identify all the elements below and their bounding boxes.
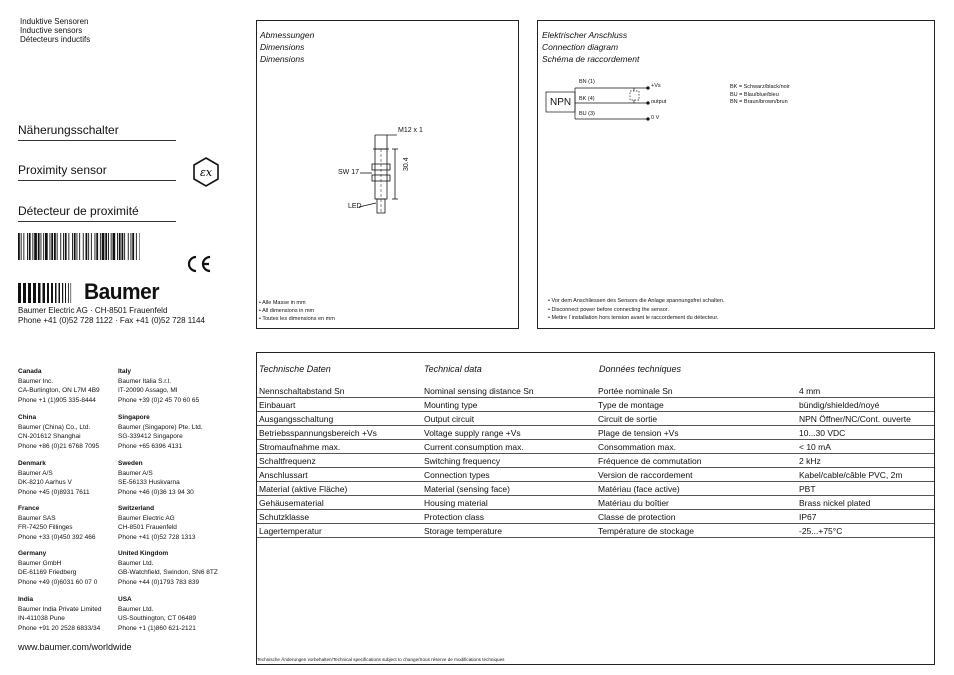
tech-cell-val: Kabel/cable/câble PVC, 2m [799, 470, 903, 480]
technical-data-panel [256, 352, 935, 665]
connection-note: • Vor dem Anschliessen des Sensors die Anlage spannungsfrei schalten. [548, 298, 725, 304]
office-line: CN-201612 Shanghai [18, 433, 81, 440]
office-line: DK-8210 Aarhus V [18, 479, 72, 486]
tech-cell-de: Gehäusematerial [259, 498, 324, 508]
office-line: Phone +44 (0)1793 783 839 [118, 578, 200, 586]
divider [18, 221, 176, 222]
tech-row-divider [257, 397, 934, 398]
tech-cell-en: Protection class [424, 512, 484, 522]
tech-cell-en: Housing material [424, 498, 488, 508]
connection-title-en: Connection diagram [542, 42, 619, 52]
tech-cell-val: IP67 [799, 512, 817, 522]
divider [18, 180, 176, 181]
legend-item: BK = Schwarz/black/noir [730, 84, 790, 90]
dimensions-title-en: Dimensions [260, 42, 305, 52]
tech-cell-de: Material (aktive Fläche) [259, 484, 348, 494]
tech-cell-fr: Circuit de sortie [598, 414, 658, 424]
divider [18, 140, 176, 141]
office-line: FR-74250 Fillinges [18, 524, 73, 531]
npn-label: NPN [550, 97, 572, 108]
connection-note: • Disconnect power before connecting the sensor. [548, 306, 669, 313]
tech-cell-de: Ausgangsschaltung [259, 414, 334, 424]
tech-cell-val: Brass nickel plated [799, 498, 871, 508]
office-singapore [118, 413, 203, 451]
ex-hexagon-icon [193, 157, 219, 187]
legend-item: BU = Blau/blue/bleu [730, 91, 779, 98]
office-line: Phone +45 (0)8931 7611 [18, 488, 90, 496]
office-country: Sweden [118, 460, 143, 467]
connection-panel [537, 20, 935, 329]
office-country: France [18, 505, 40, 512]
tech-cell-fr: Fréquence de commutation [598, 456, 702, 466]
office-country: China [18, 414, 37, 421]
office-line: IN-411038 Pune [18, 615, 65, 622]
tech-cell-fr: Classe de protection [598, 512, 676, 522]
office-country: Germany [18, 550, 47, 557]
product-title-fr: Détecteur de proximité [18, 204, 139, 218]
office-country: India [18, 596, 34, 603]
barcode-image [18, 233, 140, 260]
term-vs-label: +Vs [651, 83, 661, 89]
office-line: SG-339412 Singapore [118, 433, 183, 440]
led-label: LED [348, 203, 362, 210]
product-title-en: Proximity sensor [18, 163, 107, 177]
wire2-label: BK (4) [579, 96, 595, 102]
tech-cell-de: Schutzklasse [259, 512, 310, 522]
office-line: Baumer Electric AG [118, 514, 175, 522]
tech-cell-en: Voltage supply range +Vs [424, 428, 521, 438]
website-link[interactable]: www.baumer.com/worldwide [18, 642, 132, 652]
office-line: Baumer (China) Co., Ltd. [18, 423, 91, 431]
baumer-logo [18, 279, 163, 304]
tech-cell-en: Connection types [424, 470, 490, 480]
tech-head-de: Technische Daten [259, 364, 331, 374]
office-country: Denmark [18, 460, 46, 467]
tech-cell-val: < 10 mA [799, 442, 831, 452]
term-output-label: output [651, 99, 667, 105]
dimensions-title-fr: Dimensions [260, 54, 305, 64]
office-line: Phone +65 6396 4131 [118, 442, 183, 450]
office-country: Switzerland [118, 505, 155, 512]
office-china [18, 413, 99, 451]
dimensions-notes [259, 299, 335, 323]
office-line: Baumer A/S [118, 469, 153, 477]
office-italy [118, 367, 199, 405]
tech-row-divider [257, 481, 934, 482]
office-germany [18, 549, 97, 587]
legend-item: BN = Braun/brown/brun [730, 99, 788, 105]
office-france [18, 504, 96, 542]
office-line: Baumer SAS [18, 514, 56, 522]
tech-head-en: Technical data [424, 364, 482, 374]
tech-cell-en: Material (sensing face) [424, 484, 510, 494]
tech-cell-fr: Version de raccordement [598, 470, 693, 480]
tech-row-divider [257, 537, 934, 538]
tech-cell-fr: Consommation max. [598, 442, 676, 452]
office-country: United Kingdom [118, 550, 169, 557]
wire-color-legend [730, 84, 790, 107]
office-country: Canada [18, 368, 42, 375]
office-line: DE-61169 Friedberg [18, 569, 77, 576]
office-united-kingdom [118, 549, 218, 587]
connection-note: • Mettre l´installation hors tension avant le raccordement du détecteur. [548, 315, 719, 321]
office-line: CA-Burlington, ON L7M 4B9 [18, 387, 100, 394]
tech-row-divider [257, 453, 934, 454]
tech-cell-fr: Portée nominale Sn [598, 386, 673, 396]
tech-cell-val: 10...30 VDC [799, 428, 846, 438]
length-label: 30.4 [403, 157, 410, 171]
office-switzerland [118, 504, 196, 542]
tech-cell-val: 2 kHz [799, 456, 821, 466]
tech-cell-fr: Température de stockage [598, 526, 694, 536]
term-0v-label: 0 V [651, 115, 660, 121]
office-line: Phone +46 (0)36 13 94 30 [118, 488, 194, 496]
office-line: GB-Watchfield, Swindon, SN6 8TZ [118, 569, 218, 576]
tech-cell-en: Switching frequency [424, 456, 501, 466]
tech-cell-en: Nominal sensing distance Sn [424, 386, 534, 396]
tech-footnote: Technische Änderungen vorbehalten/Technical specifications subject to change/Sous réserve de modifications techniques [257, 657, 505, 662]
tech-row-divider [257, 495, 934, 496]
office-line: CH-8501 Frauenfeld [118, 524, 177, 531]
office-line: Phone +49 (0)6031 60 07 0 [18, 578, 98, 586]
tech-cell-de: Lagertemperatur [259, 526, 322, 536]
office-line: Baumer A/S [18, 469, 53, 477]
office-country: Singapore [118, 414, 150, 421]
tech-row-divider [257, 425, 934, 426]
office-line: Phone +91 20 2528 6833/34 [18, 624, 101, 632]
company-phone: Phone +41 (0)52 728 1122 · Fax +41 (0)52 728 1144 [18, 316, 205, 325]
dimensions-note: • Alle Masse in mm [259, 300, 306, 306]
header-line-de: Induktive Sensoren [20, 17, 89, 26]
tech-row-divider [257, 411, 934, 412]
tech-row-divider [257, 523, 934, 524]
logo-text: Baumer [84, 279, 159, 304]
tech-row-divider [257, 467, 934, 468]
wire1-label: BN (1) [579, 79, 595, 85]
tech-cell-en: Storage temperature [424, 526, 502, 536]
office-denmark [18, 459, 90, 497]
tech-cell-fr: Plage de tension +Vs [598, 428, 679, 438]
tech-cell-val: PBT [799, 484, 816, 494]
tech-head-fr: Données techniques [599, 364, 682, 374]
connection-notes [548, 297, 725, 323]
office-line: SE-56133 Huskvarna [118, 479, 180, 486]
tech-cell-de: Einbauart [259, 400, 296, 410]
office-line: Phone +1 (1)860 621-2121 [118, 624, 196, 632]
office-line: IT-20090 Assago, MI [118, 387, 178, 394]
wire3-label: BU (3) [579, 111, 595, 117]
header-line-en: Inductive sensors [20, 26, 83, 35]
tech-cell-val: NPN Öffner/NC/Cont. ouverte [799, 414, 911, 424]
logo-stripes-icon [18, 283, 76, 303]
office-line: Baumer Italia S.r.l. [118, 377, 172, 385]
tech-row-divider [257, 509, 934, 510]
ce-mark-icon [185, 254, 213, 274]
office-line: Phone +39 (0)2 45 70 60 65 [118, 396, 200, 404]
office-country: USA [118, 596, 132, 603]
dimensions-title-de: Abmessungen [260, 30, 315, 40]
office-sweden [118, 459, 194, 497]
office-line: US-Southington, CT 06489 [118, 615, 196, 622]
tech-cell-de: Stromaufnahme max. [259, 442, 341, 452]
tech-cell-de: Schaltfrequenz [259, 456, 316, 466]
connection-title-fr: Schéma de raccordement [542, 54, 640, 64]
header-line-fr: Détecteurs inductifs [20, 35, 91, 44]
tech-cell-de: Nennschaltabstand Sn [259, 386, 345, 396]
office-usa [118, 595, 196, 633]
tech-cell-fr: Type de montage [598, 400, 664, 410]
office-canada [18, 367, 100, 405]
dimensions-note: • Toutes les dimensions en mm [259, 316, 335, 322]
tech-cell-fr: Matériau (face active) [598, 484, 680, 494]
tech-cell-de: Betriebsspannungsbereich +Vs [259, 428, 377, 438]
connection-title-de: Elektrischer Anschluss [542, 30, 628, 40]
office-line: Baumer (Singapore) Pte. Ltd. [118, 423, 203, 431]
tech-cell-en: Output circuit [424, 414, 475, 424]
office-line: Phone +41 (0)52 728 1313 [118, 533, 196, 541]
thread-label: M12 x 1 [398, 127, 423, 134]
header-category [20, 17, 90, 44]
office-country: Italy [118, 368, 132, 375]
tech-cell-val: -25...+75°C [799, 526, 843, 536]
office-line: Baumer GmbH [18, 559, 62, 567]
dimensions-panel [256, 20, 519, 329]
office-line: Baumer India Private Limited [18, 605, 102, 613]
tech-cell-val: bündig/shielded/noyé [799, 400, 880, 410]
office-line: Phone +86 (0)21 6768 7095 [18, 442, 100, 450]
tech-cell-de: Anschlussart [259, 470, 308, 480]
tech-row-divider [257, 439, 934, 440]
tech-cell-fr: Matériau du boîtier [598, 498, 669, 508]
sw-label: SW 17 [338, 169, 360, 176]
office-line: Phone +1 (1)905 335-8444 [18, 396, 96, 404]
tech-cell-val: 4 mm [799, 386, 821, 396]
dimensions-note: • All dimensions in mm [259, 308, 315, 314]
tech-cell-en: Mounting type [424, 400, 478, 410]
office-india [18, 595, 101, 633]
office-line: Baumer Inc. [18, 377, 54, 385]
office-line: Baumer Ltd. [118, 559, 154, 567]
svg-text:εx: εx [199, 166, 213, 179]
company-address: Baumer Electric AG · CH-8501 Frauenfeld [18, 306, 168, 315]
sensor-drawing [332, 121, 452, 231]
office-line: Baumer Ltd. [118, 605, 154, 613]
tech-cell-en: Current consumption max. [424, 442, 524, 452]
office-line: Phone +33 (0)450 392 466 [18, 533, 96, 541]
product-title-de: Näherungsschalter [18, 123, 119, 137]
